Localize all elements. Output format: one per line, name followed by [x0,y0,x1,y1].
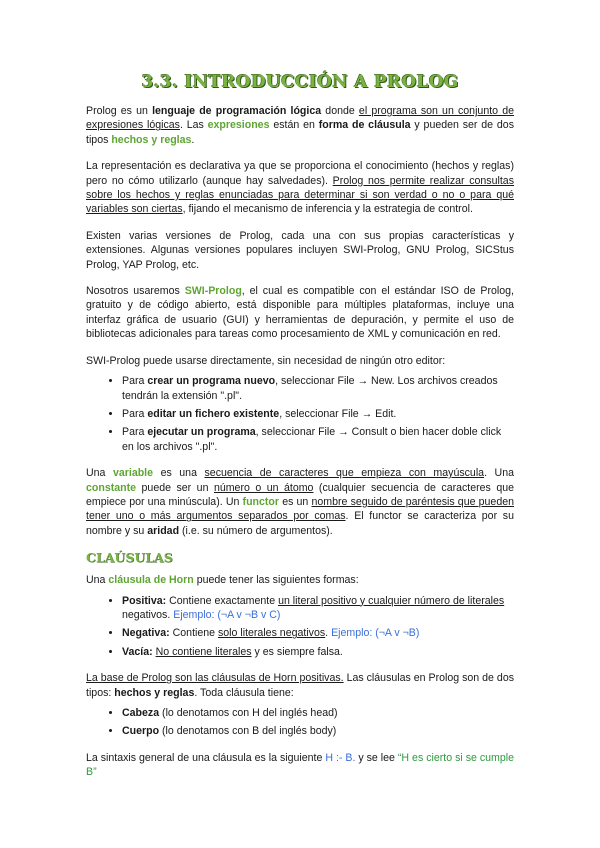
bold-text: Vacía: [122,645,153,658]
syntax-paragraph [86,751,514,780]
horn-base-paragraph [86,671,514,700]
bold-text: ejecutar un programa [147,426,256,439]
horn-forms-list [86,594,514,660]
text: , fijando el mecanismo de inferencia y la estrategia de control. [182,203,473,216]
bold-text: hechos y reglas [114,686,195,699]
bold-text: crear un programa nuevo [147,375,276,388]
bold-text: aridad [147,524,180,537]
section-heading: CLAÚSULAS [86,550,173,566]
text: (lo denotamos con H del inglés head) [159,707,338,719]
versions-paragraph: Existen varias versiones de Prolog, cada una con sus propias características y extensiones. Algunas versiones populares incluyen SWI-Prolog, GNU Prolog, SICStus Prolog, YAP Prolog, etc. [86,229,514,271]
text: . Toda cláusula tiene: [194,686,294,699]
horn-intro-paragraph [86,573,514,587]
highlight-text: cláusula de Horn [108,574,194,587]
example-text: Ejemplo: (¬A v ¬B v C) [173,608,281,621]
list-item [122,645,514,659]
underlined-text: el programa son un conjunto de expresiones lógicas [86,105,514,132]
list-item [122,706,514,720]
highlight-text: constante [86,481,137,494]
text: donde [321,105,359,117]
text: Las cláusulas en Prolog son de dos tipos: [86,672,515,699]
file-actions-list [86,374,514,454]
list-item [122,425,514,454]
bold-text: Negativa: [122,627,170,640]
terms-paragraph [86,466,514,538]
underlined-text: solo literales negativos [217,627,326,640]
quote-text: “H es cierto si se cumple B” [86,751,515,779]
text: Para [122,426,148,439]
text: . Una [484,467,514,480]
clause-parts-list [86,706,514,739]
document-page [86,72,514,792]
text: . El functor se caracteriza por su nombre y su [86,510,514,537]
bold-text: forma de cláusula [318,119,411,132]
intro-paragraph [86,104,514,147]
highlight-text: functor [242,495,280,508]
text: y pueden ser de dos tipos [86,119,514,146]
text: . [191,133,195,146]
text: Prolog es un [86,105,153,117]
text: . [325,627,332,640]
highlight-text: expresiones [207,119,270,132]
underlined-text: un literal positivo y cualquier número de literales [278,594,505,607]
text: puede ser un [136,481,214,494]
highlight-text: hechos y reglas [111,133,192,146]
text: Contiene [169,627,218,640]
text: Una [86,467,113,480]
bold-text: Positiva: [122,594,167,607]
text: (cualquier secuencia de caracteres que empiece por una minúscula). Un [86,481,515,508]
text: , el cual es compatible con el estándar ISO de Prolog, gratuito y de código abierto, está disponible para múltiples plataformas, incluye una interfaz gráfica de usuario (GUI) y herramientas de depuración, y permite el uso de bibliotecas adicionales para tareas como procesamiento de XML y comunicación en red. [86,285,514,341]
text: puede tener las siguientes formas: [193,574,359,587]
highlight-text: SWI-Prolog [184,285,242,298]
bold-text: Cuerpo [122,725,160,738]
text: , seleccionar File → Consult o bien hacer doble click en los archivos ".pl". [122,426,502,453]
text: negativos. [122,608,174,621]
example-text: Ejemplo: (¬A v ¬B) [331,627,420,640]
text: La representación es declarativa ya que se proporciona el conocimiento (hechos y reglas) pero no cómo utilizarlo (aunque hay salvedades). [86,160,514,187]
underlined-text: número o un átomo [213,481,314,494]
text: Nosotros usaremos [86,285,185,298]
text: (lo denotamos con B del inglés body) [159,725,337,738]
underlined-text: secuencia de caracteres que empieza con mayúscula [204,467,485,480]
text: (i.e. su número de argumentos). [179,524,333,537]
underlined-text: No contiene literales [155,645,252,658]
text: Para [122,375,148,388]
text: . Las [179,119,208,132]
code-text: H :- B. [325,751,356,764]
bold-text: lenguaje de programación lógica [152,105,322,117]
underlined-text: Prolog nos permite realizar consultas sobre los hechos y reglas enunciadas para determinar si son verdad o no o para qué variables son ciertas [86,174,514,216]
text: Contiene exactamente [166,594,279,607]
text: es un [279,495,312,508]
bold-text: editar un fichero existente [147,407,280,420]
text: y es siempre falsa. [251,645,343,658]
text: La sintaxis general de una cláusula es la siguiente [86,751,326,764]
text: , seleccionar File → Edit. [279,407,397,420]
text: , seleccionar File → New. Los archivos creados tendrán la extensión ".pl". [122,375,498,402]
text: es una [153,467,205,480]
list-item [122,626,514,640]
underlined-text: La base de Prolog son las cláusulas de Horn positivas. [86,672,344,685]
underlined-text: nombre seguido de paréntesis que pueden tener uno o más argumentos separados por comas [86,495,514,523]
highlight-text: variable [112,467,154,480]
bold-text: Cabeza [122,707,160,719]
list-item [122,594,514,623]
text: y se lee [355,751,398,764]
list-item [122,724,514,738]
swi-prolog-paragraph [86,284,514,342]
page-title: 3.3. INTRODUCCIÓN A PROLOG [141,72,459,92]
list-item [122,407,514,421]
text: están en [269,119,319,132]
list-item [122,374,514,403]
text: Una [86,574,109,587]
text: Para [122,407,148,420]
declarative-paragraph [86,159,514,217]
editor-paragraph: SWI-Prolog puede usarse directamente, sin necesidad de ningún otro editor: [86,354,446,367]
